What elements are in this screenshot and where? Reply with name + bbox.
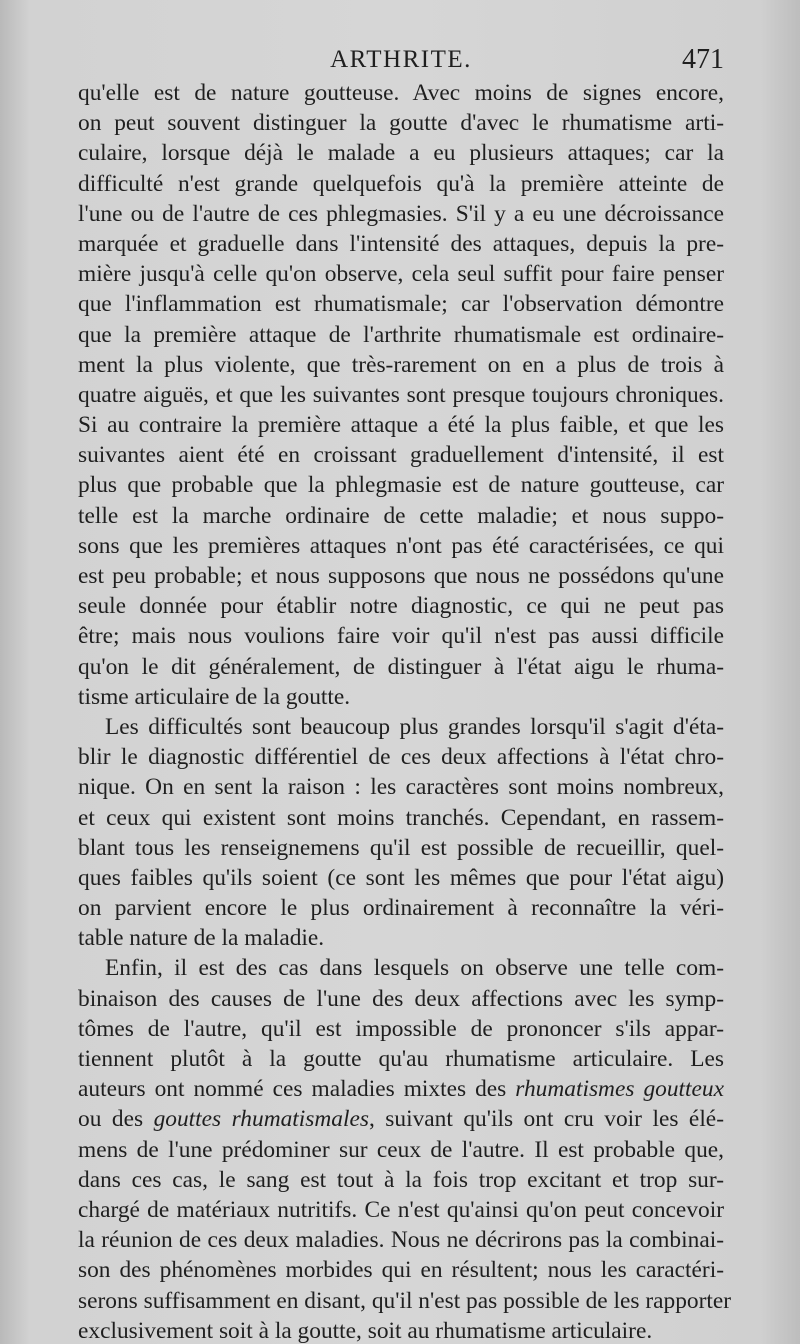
text-run: , suivant qu'ils ont cru voir les élé- [368, 1106, 724, 1133]
body-text [78, 78, 732, 1344]
text-line [78, 1104, 724, 1134]
text-line: suivantes aient été en croissant graduellement d'intensité, il est [78, 442, 724, 469]
text-line: mière jusqu'à celle qu'on observe, cela seul suffit pour faire penser [78, 261, 724, 288]
italic-term: gouttes rhumatismales [153, 1106, 369, 1133]
text-line: seule donnée pour établir notre diagnostic, ce qui ne peut pas [78, 593, 724, 620]
text-line: son des phénomènes morbides qui en résultent; nous les caractéri- [78, 1257, 724, 1284]
text-line: telle est la marche ordinaire de cette maladie; et nous suppo- [78, 502, 724, 529]
text-run: ou des [78, 1106, 154, 1133]
text-line: dans ces cas, le sang est tout à la fois trop excitant et trop sur- [78, 1166, 724, 1193]
text-line: exclusivement soit à la goutte, soit au rhumatisme articulaire. [78, 1317, 653, 1344]
text-line: plus que probable que la phlegmasie est de nature goutteuse, car [78, 472, 724, 499]
text-line: mens de l'une prédominer sur ceux de l'autre. Il est probable que, [78, 1136, 724, 1163]
paragraph-1 [78, 78, 724, 712]
text-line: chargé de matériaux nutritifs. Ce n'est qu'ainsi qu'on peut concevoir [78, 1196, 724, 1223]
text-line: Les difficultés sont beaucoup plus grandes lorsqu'il s'agit d'éta- [105, 713, 724, 740]
text-line: tômes de l'autre, qu'il est impossible de prononcer s'ils appar- [78, 1015, 724, 1042]
paragraph-3 [78, 953, 732, 1344]
text-line: est peu probable; et nous supposons que nous ne possédons qu'une [78, 563, 724, 589]
text-line: que la première attaque de l'arthrite rhumatismale est ordinaire- [78, 321, 724, 348]
text-line: nique. On en sent la raison : les caractères sont moins nombreux, [78, 774, 724, 801]
text-line: et ceux qui existent sont moins tranchés. Cependant, en rassem- [78, 804, 724, 831]
text-line: être; mais nous voulions faire voir qu'il n'est pas aussi difficile [78, 623, 724, 650]
text-line: sons que les premières attaques n'ont pas été caractérisées, ce qui [78, 532, 724, 559]
text-line: tisme articulaire de la goutte. [78, 683, 351, 710]
text-line: on parvient encore le plus ordinairement à reconnaître la véri- [78, 895, 724, 922]
running-title: ARTHRITE. [330, 46, 472, 73]
text-line: qu'on le dit généralement, de distinguer à l'état aigu le rhuma- [78, 653, 724, 680]
text-line: ques faibles qu'ils soient (ce sont les mêmes que pour l'état aigu) [78, 864, 724, 891]
text-run: auteurs ont nommé ces maladies mixtes des [78, 1076, 516, 1103]
text-line: culaire, lorsque déjà le malade a eu plusieurs attaques; car la [78, 140, 724, 167]
paragraph-2 [78, 712, 724, 954]
italic-term: rhumatismes goutteux [515, 1076, 724, 1103]
text-line: quatre aiguës, et que les suivantes sont presque toujours chroniques. [78, 381, 724, 408]
page-header [78, 40, 724, 80]
text-line: blir le diagnostic différentiel de ces deux affections à l'état chro- [78, 744, 724, 771]
text-line: Enfin, il est des cas dans lesquels on observe une telle com- [105, 955, 724, 982]
text-line: la réunion de ces deux maladies. Nous ne décrirons pas la combinai- [78, 1227, 724, 1254]
text-line [78, 1074, 724, 1104]
text-line: qu'elle est de nature goutteuse. Avec moins de signes encore, [78, 80, 724, 106]
text-line: tiennent plutôt à la goutte qu'au rhumatisme articulaire. Les [78, 1046, 724, 1072]
text-line: binaison des causes de l'une des deux affections avec les symp- [78, 985, 724, 1012]
text-line: que l'inflammation est rhumatismale; car l'observation démontre [78, 291, 724, 318]
text-line: blant tous les renseignemens qu'il est possible de recueillir, quel- [78, 834, 724, 861]
text-line: serons suffisamment en disant, qu'il n'est pas possible de les rapporter [78, 1287, 732, 1314]
text-line: marquée et graduelle dans l'intensité des attaques, depuis la pre- [78, 230, 724, 257]
page-number: 471 [682, 44, 724, 75]
text-line: difficulté n'est grande quelquefois qu'à la première atteinte de [78, 170, 724, 197]
text-line: table nature de la maladie. [78, 925, 325, 952]
text-line: ment la plus violente, que très-rarement on en a plus de trois à [78, 351, 724, 378]
text-line: Si au contraire la première attaque a été la plus faible, et que les [78, 412, 724, 439]
text-line: on peut souvent distinguer la goutte d'avec le rhumatisme arti- [78, 110, 724, 137]
text-line: l'une ou de l'autre de ces phlegmasies. S'il y a eu une décroissance [78, 200, 724, 227]
